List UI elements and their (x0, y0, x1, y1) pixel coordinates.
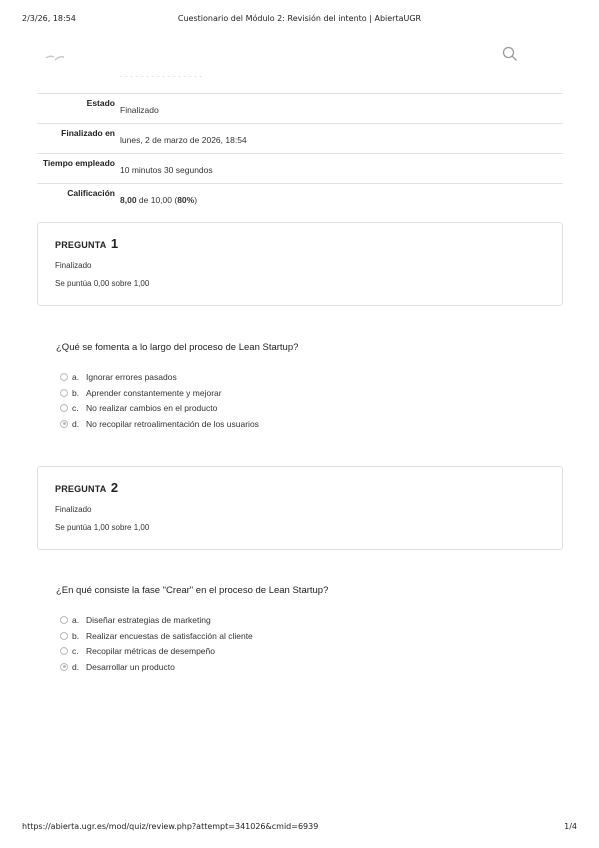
option-letter: a. (72, 372, 80, 382)
option-text: No realizar cambios en el producto (86, 403, 218, 413)
radio-button-selected[interactable] (60, 420, 68, 428)
option-letter: c. (72, 403, 79, 413)
option-letter: a. (72, 615, 80, 625)
option-text: Realizar encuestas de satisfacción al cliente (86, 630, 253, 641)
radio-button[interactable] (60, 647, 68, 655)
question-text: ¿En qué consiste la fase "Crear" en el proceso de Lean Startup? (56, 585, 329, 596)
question-grade: Se puntúa 1,00 sobre 1,00 (55, 523, 150, 532)
question-state: Finalizado (55, 505, 92, 514)
question-info-card (37, 466, 563, 550)
question-label: PREGUNTA (55, 240, 107, 250)
summary-row-estado (37, 94, 563, 124)
question-grade: Se puntúa 0,00 sobre 1,00 (55, 279, 150, 288)
radio-button[interactable] (60, 616, 68, 624)
question-info-card (37, 222, 563, 306)
option-letter: b. (72, 387, 80, 398)
question-state: Finalizado (55, 261, 92, 270)
question-label: PREGUNTA (55, 484, 107, 494)
radio-button[interactable] (60, 632, 68, 640)
grade-percent: 80% (177, 195, 195, 205)
radio-button-selected[interactable] (60, 663, 68, 671)
summary-value: Finalizado (120, 105, 159, 115)
option-letter: d. (72, 418, 80, 429)
summary-row-tiempo (37, 154, 563, 184)
summary-label: Tiempo empleado (42, 158, 115, 168)
option-text: Diseñar estrategias de marketing (86, 615, 211, 625)
attempt-summary (37, 93, 563, 214)
grade-middle: de 10,00 ( (136, 195, 178, 205)
summary-label: Finalizado en (61, 128, 115, 138)
summary-grade-value (120, 195, 197, 205)
print-page-title: Cuestionario del Módulo 2: Revisión del intento | AbiertaUGR (177, 14, 422, 23)
truncated-text: . . . . . . . . . . . . . . . . (120, 75, 203, 79)
question-number-value: 2 (110, 480, 119, 495)
summary-row-finalizado-en (37, 124, 563, 154)
summary-label: Calificación (67, 188, 115, 198)
option-text: Recopilar métricas de desempeño (86, 646, 215, 656)
option-letter: c. (72, 646, 79, 656)
question-text: ¿Qué se fomenta a lo largo del proceso de Lean Startup? (56, 342, 299, 353)
print-footer (22, 822, 577, 834)
radio-button[interactable] (60, 373, 68, 381)
option-text: Ignorar errores pasados (86, 372, 177, 382)
summary-value: lunes, 2 de marzo de 2026, 18:54 (120, 135, 247, 145)
option-text: Aprender constantemente y mejorar (86, 387, 222, 398)
summary-label: Estado (86, 98, 115, 108)
question-number (55, 480, 118, 495)
grade-end: ) (194, 195, 198, 205)
question-number (55, 236, 118, 251)
summary-row-calificacion (37, 184, 563, 214)
logo-icon[interactable] (45, 52, 65, 62)
radio-button[interactable] (60, 404, 68, 412)
print-url: https://abierta.ugr.es/mod/quiz/review.php?attempt=341026&cmid=6939 (22, 822, 319, 831)
grade-score: 8,00 (120, 195, 137, 205)
option-text: No recopilar retroalimentación de los usuarios (86, 418, 259, 429)
print-page-number: 1/4 (564, 822, 577, 831)
option-text: Desarrollar un producto (86, 661, 175, 672)
print-date: 2/3/26, 18:54 (22, 14, 76, 23)
print-header (22, 14, 577, 26)
option-letter: d. (72, 661, 80, 672)
search-icon[interactable] (502, 46, 518, 62)
radio-button[interactable] (60, 389, 68, 397)
question-number-value: 1 (110, 236, 119, 251)
summary-value: 10 minutos 30 segundos (120, 165, 213, 175)
option-letter: b. (72, 630, 80, 641)
